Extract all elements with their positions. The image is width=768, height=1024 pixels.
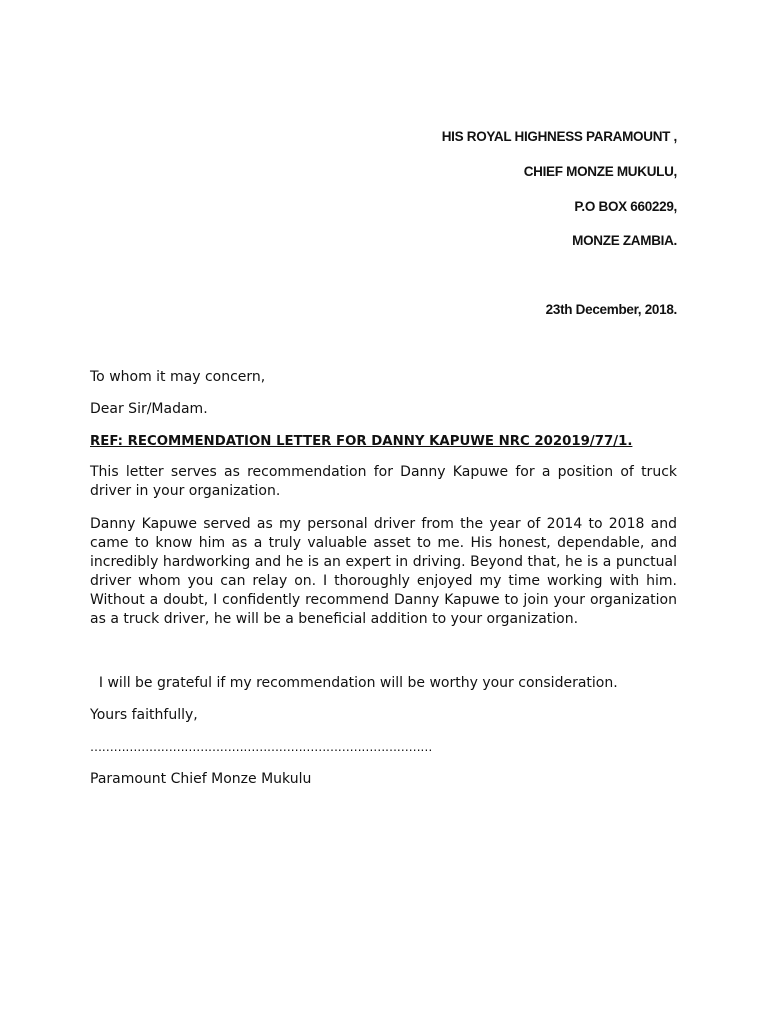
- paragraph-line: driver in your organization.: [90, 483, 281, 499]
- reference-line: [90, 432, 632, 451]
- paragraph-intro: [90, 463, 677, 501]
- salutation: Dear Sir/Madam.: [90, 401, 208, 417]
- reference-label: REF:: [90, 434, 123, 449]
- sign-off: Yours faithfully,: [90, 707, 198, 723]
- signature-line: ……………………………………………………………………………: [90, 740, 433, 754]
- closing-statement: I will be grateful if my recommendation will be worthy your consideration.: [90, 675, 618, 691]
- paragraph-line: incredibly hardworking and he is an expert in driving. Beyond that, he is a punctual: [90, 554, 677, 570]
- paragraph-line: came to know him as a truly valuable asset to me. His honest, dependable, and: [90, 535, 677, 551]
- signatory-name: Paramount Chief Monze Mukulu: [90, 771, 312, 787]
- recipient-address-line-4: MONZE ZAMBIA.: [572, 233, 677, 248]
- paragraph-line: This letter serves as recommendation for Danny Kapuwe for a position of truck: [90, 464, 677, 480]
- greeting-to-whom: To whom it may concern,: [90, 369, 266, 385]
- recipient-address-line-2: CHIEF MONZE MUKULU,: [523, 164, 677, 179]
- paragraph-body: [90, 515, 677, 629]
- recipient-address-line-3: P.O BOX 660229,: [574, 199, 677, 214]
- paragraph-line: Without a doubt, I confidently recommend Danny Kapuwe to join your organization: [90, 592, 677, 608]
- reference-subject: RECOMMENDATION LETTER FOR DANNY KAPUWE NRC 202019/77/1.: [123, 434, 633, 449]
- letter-date: 23th December, 2018.: [545, 302, 677, 317]
- recipient-address-line-1: HIS ROYAL HIGHNESS PARAMOUNT ,: [441, 129, 677, 144]
- paragraph-line: Danny Kapuwe served as my personal driver from the year of 2014 to 2018 and: [90, 516, 677, 532]
- paragraph-line: as a truck driver, he will be a beneficial addition to your organization.: [90, 611, 579, 627]
- paragraph-line: driver whom you can relay on. I thoroughly enjoyed my time working with him.: [90, 573, 677, 589]
